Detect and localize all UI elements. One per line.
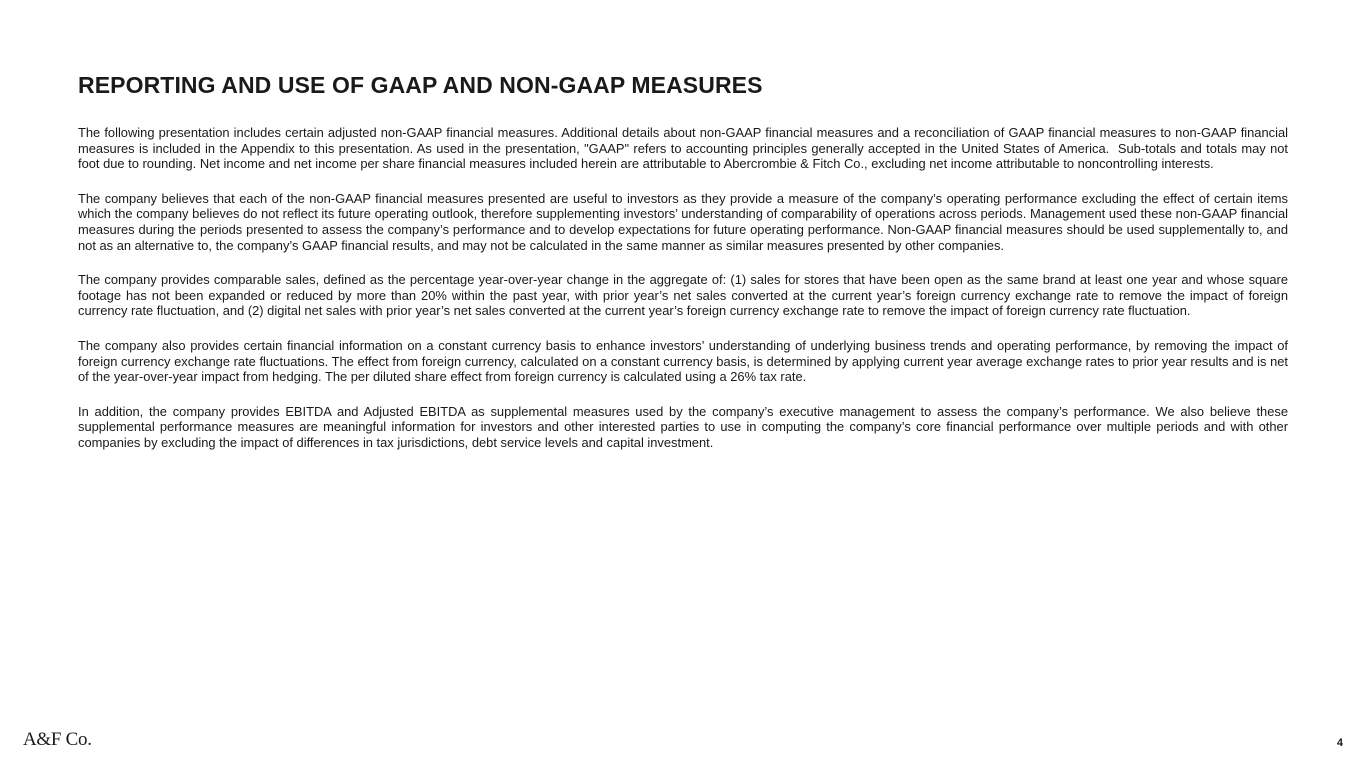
company-logo: A&F Co. (23, 729, 92, 750)
slide-body (78, 125, 1292, 470)
page-number: 4 (1336, 737, 1343, 749)
paragraph-non-gaap-usefulness: The company believes that each of the non-GAAP financial measures presented are useful to investors as they provide a measure of the company’s operating performance excluding the effect of certain items which the company believes do not reflect its future operating outlook, therefore supplementing investors’ understanding of comparability of operations across periods. Management used these non-GAAP financial measures during the periods presented to assess the company’s performance and to develop expectations for future operating performance. Non-GAAP financial measures should be used supplementally to, and not as an alternative to, the company’s GAAP financial results, and may not be calculated in the same manner as similar measures presented by other companies. (78, 190, 1292, 253)
paragraph-ebitda: In addition, the company provides EBITDA and Adjusted EBITDA as supplemental measures used by the company’s executive management to assess the company’s performance. We also believe these supplemental performance measures are meaningful information for investors and other interested parties to use in computing the company’s core financial performance over multiple periods and with other companies by excluding the impact of differences in tax jurisdictions, debt service levels and capital investment. (78, 403, 1292, 450)
paragraph-comparable-sales: The company provides comparable sales, defined as the percentage year-over-year change in the aggregate of: (1) sales for stores that have been open as the same brand at least one year and whose square footage has not been expanded or reduced by more than 20% within the past year, with prior year’s net sales converted at the current year’s foreign currency exchange rate to remove the impact of foreign currency rate fluctuation, and (2) digital net sales with prior year’s net sales converted at the current year’s foreign currency exchange rate to remove the impact of foreign currency rate fluctuation. (78, 272, 1292, 319)
paragraph-gaap-overview: The following presentation includes certain adjusted non-GAAP financial measures. Additional details about non-GAAP financial measures and a reconciliation of GAAP financial measures to non-GAAP financial measures is included in the Appendix to this presentation. As used in the presentation, "GAAP" refers to accounting principles generally accepted in the United States of America. Sub-totals and totals may not foot due to rounding. Net income and net income per share financial measures included herein are attributable to Abercrombie & Fitch Co., excluding net income attributable to noncontrolling interests. (78, 125, 1292, 172)
paragraph-constant-currency: The company also provides certain financial information on a constant currency basis to enhance investors’ understanding of underlying business trends and operating performance, by removing the impact of foreign currency exchange rate fluctuations. The effect from foreign currency, calculated on a constant currency basis, is determined by applying current year average exchange rates to prior year results and is net of the year-over-year impact from hedging. The per diluted share effect from foreign currency is calculated using a 26% tax rate. (78, 337, 1292, 385)
slide-title: REPORTING AND USE OF GAAP AND NON-GAAP MEASURES (78, 72, 763, 98)
